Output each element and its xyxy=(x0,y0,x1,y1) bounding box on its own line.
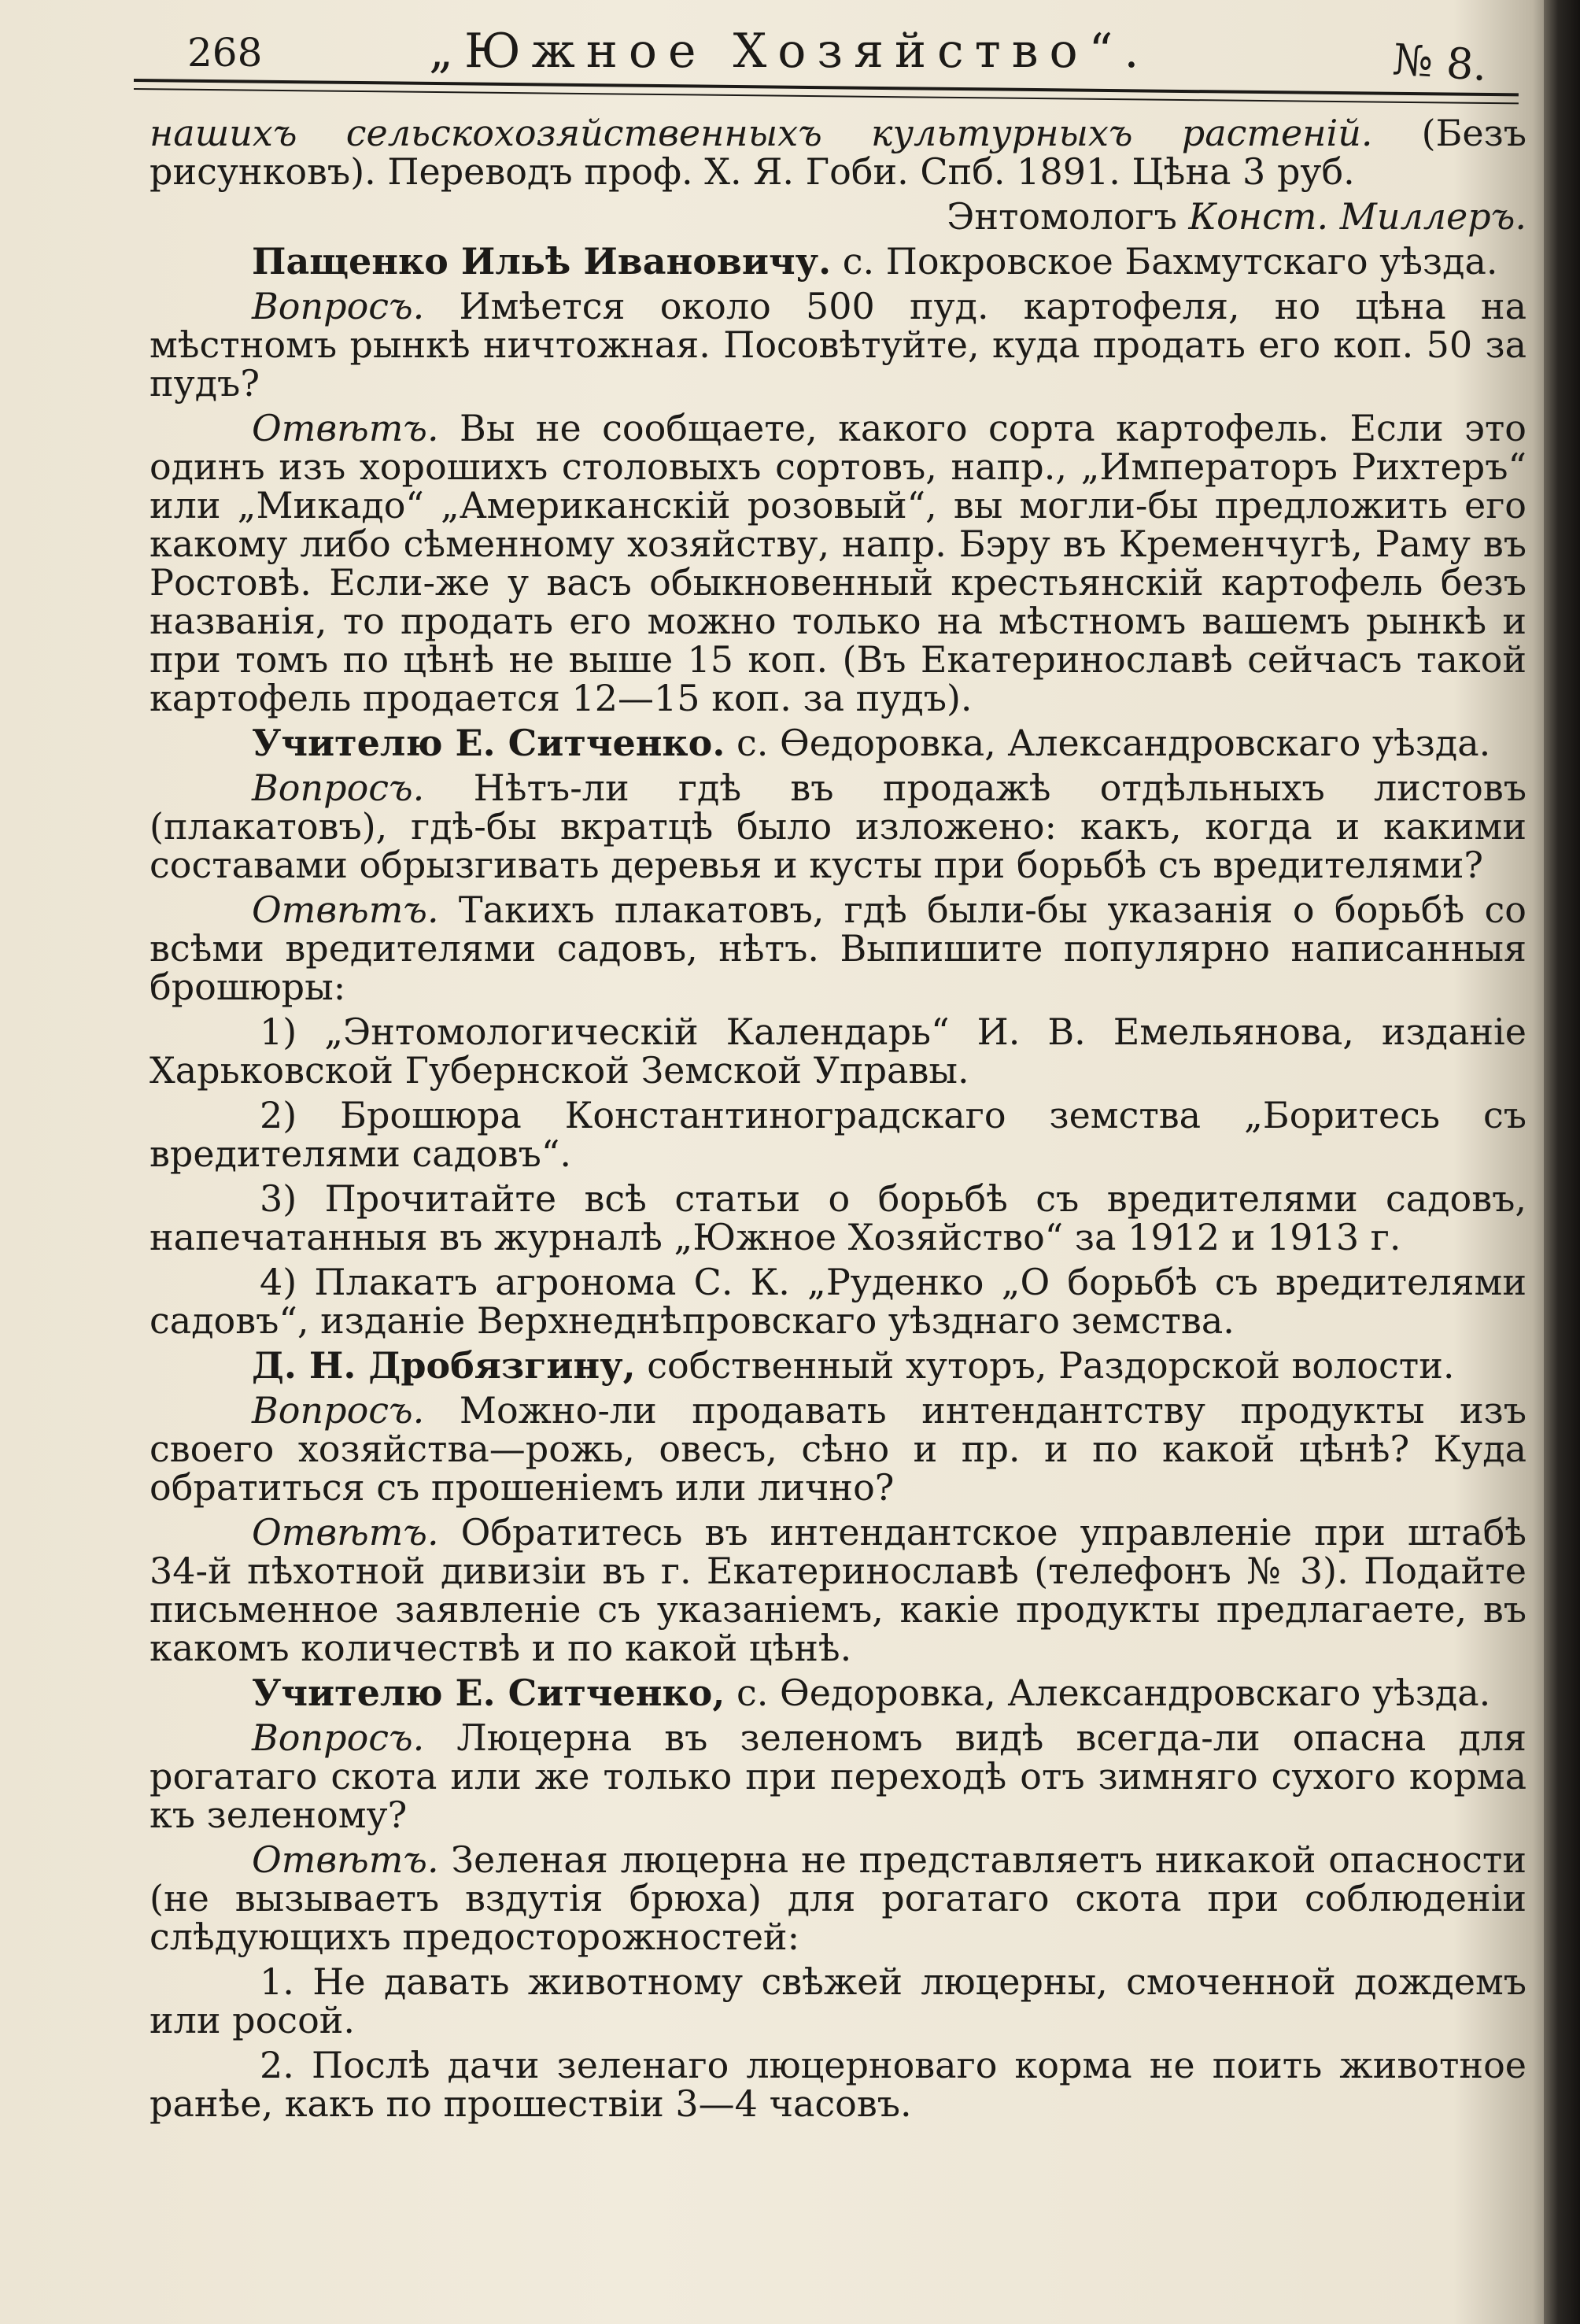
book-reference: нашихъ сельскохозяйственныхъ культурныхъ растеній. (Безъ рисунковъ). Переводъ проф. X. Я. Гоби. Спб. 1891. Цѣна 3 руб. xyxy=(150,112,1527,193)
recipient-heading: Учителю Е. Ситченко, с. Ѳедоровка, Александровскаго уѣзда. xyxy=(252,1672,1491,1714)
answer-paragraph: Отвѣтъ. Вы не сообщаете, какого сорта картофель. Если это одинъ изъ хорошихъ столовыхъ сортовъ, напр., „Императоръ Рихтеръ“ или „Микадо“ „Американскій розовый“, вы могли-бы предложить его какому либо сѣменному хозяйству, напр. Бэру въ Кременчугѣ, Раму въ Ростовѣ. Если-же у васъ обыкновенный крестьянскій картофель безъ названія, то продать его можно только на мѣстномъ вашемъ рынкѣ и при томъ по цѣнѣ не выше 15 коп. (Въ Екатеринославѣ сейчасъ такой картофель продается 12—15 коп. за пудъ). xyxy=(150,407,1526,719)
recipient-heading: Учителю Е. Ситченко. с. Ѳедоровка, Александровскаго уѣзда. xyxy=(252,722,1491,764)
list-item: 2. Послѣ дачи зеленаго люцерноваго корма не поить животное ранѣе, какъ по прошествіи 3—4 часовъ. xyxy=(150,2044,1526,2125)
brochure-list xyxy=(150,1013,1526,1340)
question-paragraph: Вопросъ. Имѣется около 500 пуд. картофеля, но цѣна на мѣстномъ рынкѣ ничтожная. Посовѣтуйте, куда продать его коп. 50 за пудъ? xyxy=(150,285,1526,405)
recipient-heading: Пащенко Ильѣ Ивановичу. с. Покровское Бахмутскаго уѣзда. xyxy=(252,240,1498,283)
list-item: 1. Не давать животному свѣжей люцерны, смоченной дождемъ или росой. xyxy=(150,1960,1526,2041)
answer-paragraph: Отвѣтъ. Такихъ плакатовъ, гдѣ были-бы указанія о борьбѣ со всѣми вредителями садовъ, нѣтъ. Выпишите популярно написанныя брошюры: xyxy=(150,889,1526,1008)
precaution-list xyxy=(150,1960,1526,2125)
recipient-heading: Д. Н. Дробязгину, собственный хуторъ, Раздорской волости. xyxy=(252,1344,1455,1387)
list-item: 3) Прочитайте всѣ статьи о борьбѣ съ вредителями садовъ, напечатанныя въ журналѣ „Южное Хозяйство“ за 1912 и 1913 г. xyxy=(150,1177,1526,1258)
issue-number: № 8. xyxy=(1390,34,1489,91)
list-item: 2) Брошюра Константиноградскаго земства „Боритесь съ вредителями садовъ“. xyxy=(150,1094,1526,1175)
list-item: 4) Плакатъ агронома С. К. „Руденко „О борьбѣ съ вредителями садовъ“, изданіе Верхнеднѣпровскаго уѣзднаго земства. xyxy=(150,1261,1526,1342)
article-body xyxy=(150,114,1526,2130)
question-paragraph: Вопросъ. Люцерна въ зеленомъ видѣ всегда-ли опасна для рогатаго скота или же только при переходѣ отъ зимняго сухого корма къ зеленому? xyxy=(150,1716,1526,1836)
answer-paragraph: Отвѣтъ. Зеленая люцерна не представляетъ никакой опасности (не вызываетъ вздутія брюха) для рогатаго скота при соблюденіи слѣдующихъ предосторожностей: xyxy=(150,1838,1526,1958)
question-paragraph: Вопросъ. Можно-ли продавать интендантству продукты изъ своего хозяйства—рожь, овесъ, сѣно и пр. и по какой цѣнѣ? Куда обратиться съ прошеніемъ или лично? xyxy=(150,1389,1526,1509)
list-item: 1) „Энтомологическій Календарь“ И. В. Емельянова, изданіе Харьковской Губернской Земской Управы. xyxy=(150,1011,1526,1092)
page-number: 268 xyxy=(187,30,263,76)
book-spine-shadow xyxy=(1544,0,1580,2324)
question-paragraph: Вопросъ. Нѣтъ-ли гдѣ въ продажѣ отдѣльныхъ листовъ (плакатовъ), гдѣ-бы вкратцѣ было изложено: какъ, когда и какими составами обрызгивать деревья и кусты при борьбѣ съ вредителями? xyxy=(150,767,1526,886)
answer-paragraph: Отвѣтъ. Обратитесь въ интендантское управленіе при штабѣ 34-й пѣхотной дивизіи въ г. Екатеринославѣ (телефонъ № 3). Подайте письменное заявленіе съ указаніемъ, какіе продукты предлагаете, въ какомъ количествѣ и по какой цѣнѣ. xyxy=(150,1511,1526,1669)
author-signature: Энтомологъ Конст. Миллеръ. xyxy=(947,195,1526,238)
journal-title: „Южное Хозяйство“. xyxy=(429,24,1150,79)
